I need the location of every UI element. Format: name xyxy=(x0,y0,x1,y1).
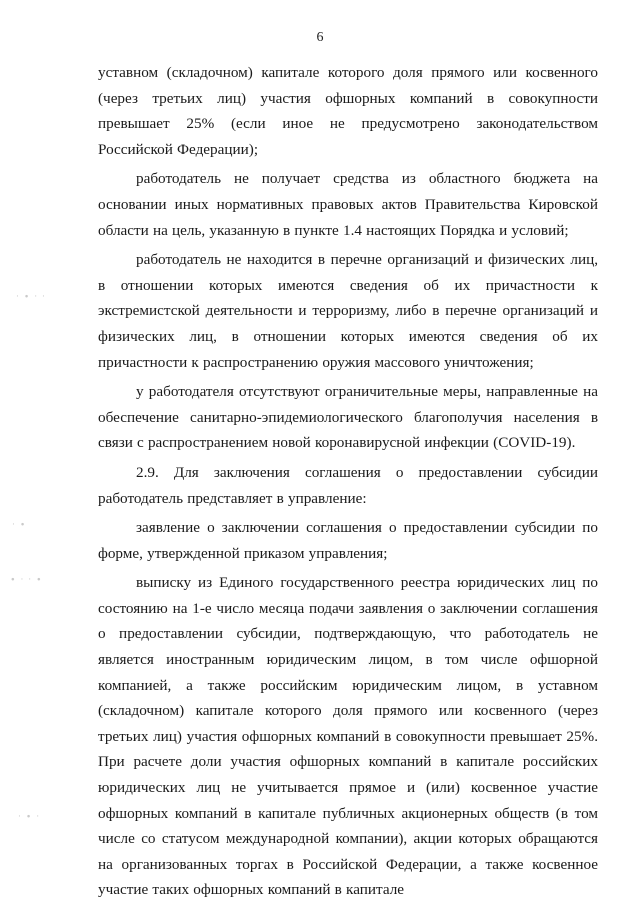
paragraph: заявление о заключении соглашения о предоставлении субсидии по форме, утвержденной приказом управления; xyxy=(98,519,598,562)
scan-noise-mark: · ∙ · · xyxy=(16,292,46,302)
page-number: 6 xyxy=(316,30,324,45)
paragraph: у работодателя отсутствуют ограничительные меры, направленные на обеспечение санитарно-эпидемиологического благополучия населения в связи с распространением новой коронавирусной инфекции (COVID-19). xyxy=(98,383,598,452)
section-paragraph-2-9: 2.9. Для заключения соглашения о предоставлении субсидии работодатель представляет в управление: xyxy=(98,463,598,507)
document-body xyxy=(98,60,598,903)
scan-noise-mark: · ∙ · xyxy=(18,812,41,822)
scan-noise-mark: ∙ · · ∙ xyxy=(10,575,43,585)
paragraph: уставном (складочном) капитале которого доля прямого или косвенного (через третьих лиц) участия офшорных компаний в совокупности превышает 25% (если иное не предусмотрено законодательством Российской Федерации); xyxy=(98,64,598,158)
paragraph: выписку из Единого государственного реестра юридических лиц по состоянию на 1-е число месяца подачи заявления о заключении соглашения о предоставлении субсидии, подтверждающую, что работодатель не является иностранным юридическим лицом, в том числе офшорной компанией, а также российским юридическим лицом, в уставном (складочном) капитале которого доля прямого или косвенного (через третьих лиц) участия офшорных компаний в совокупности превышает 25%. При расчете доли участия офшорных компаний в капитале российских юридических лиц не учитывается прямое и (или) косвенное участие офшорных компаний в капитале публичных акционерных обществ (в том числе со статусом международной компании), акции которых обращаются на организованных торгах в Российской Федерации, а также косвенное участие таких офшорных компаний в капитале xyxy=(98,574,598,899)
paragraph: работодатель не получает средства из областного бюджета на основании иных нормативных правовых актов Правительства Кировской области на цель, указанную в пункте 1.4 настоящих Порядка и условий; xyxy=(98,170,598,239)
scan-noise-mark: · ∙ xyxy=(12,520,27,530)
paragraph: работодатель не находится в перечне организаций и физических лиц, в отношении которых имеются сведения об их причастности к экстремистской деятельности и терроризму, либо в перечне организаций и физических лиц, в отношении которых имеются сведения об их причастности к распространению оружия массового уничтожения; xyxy=(98,251,598,371)
